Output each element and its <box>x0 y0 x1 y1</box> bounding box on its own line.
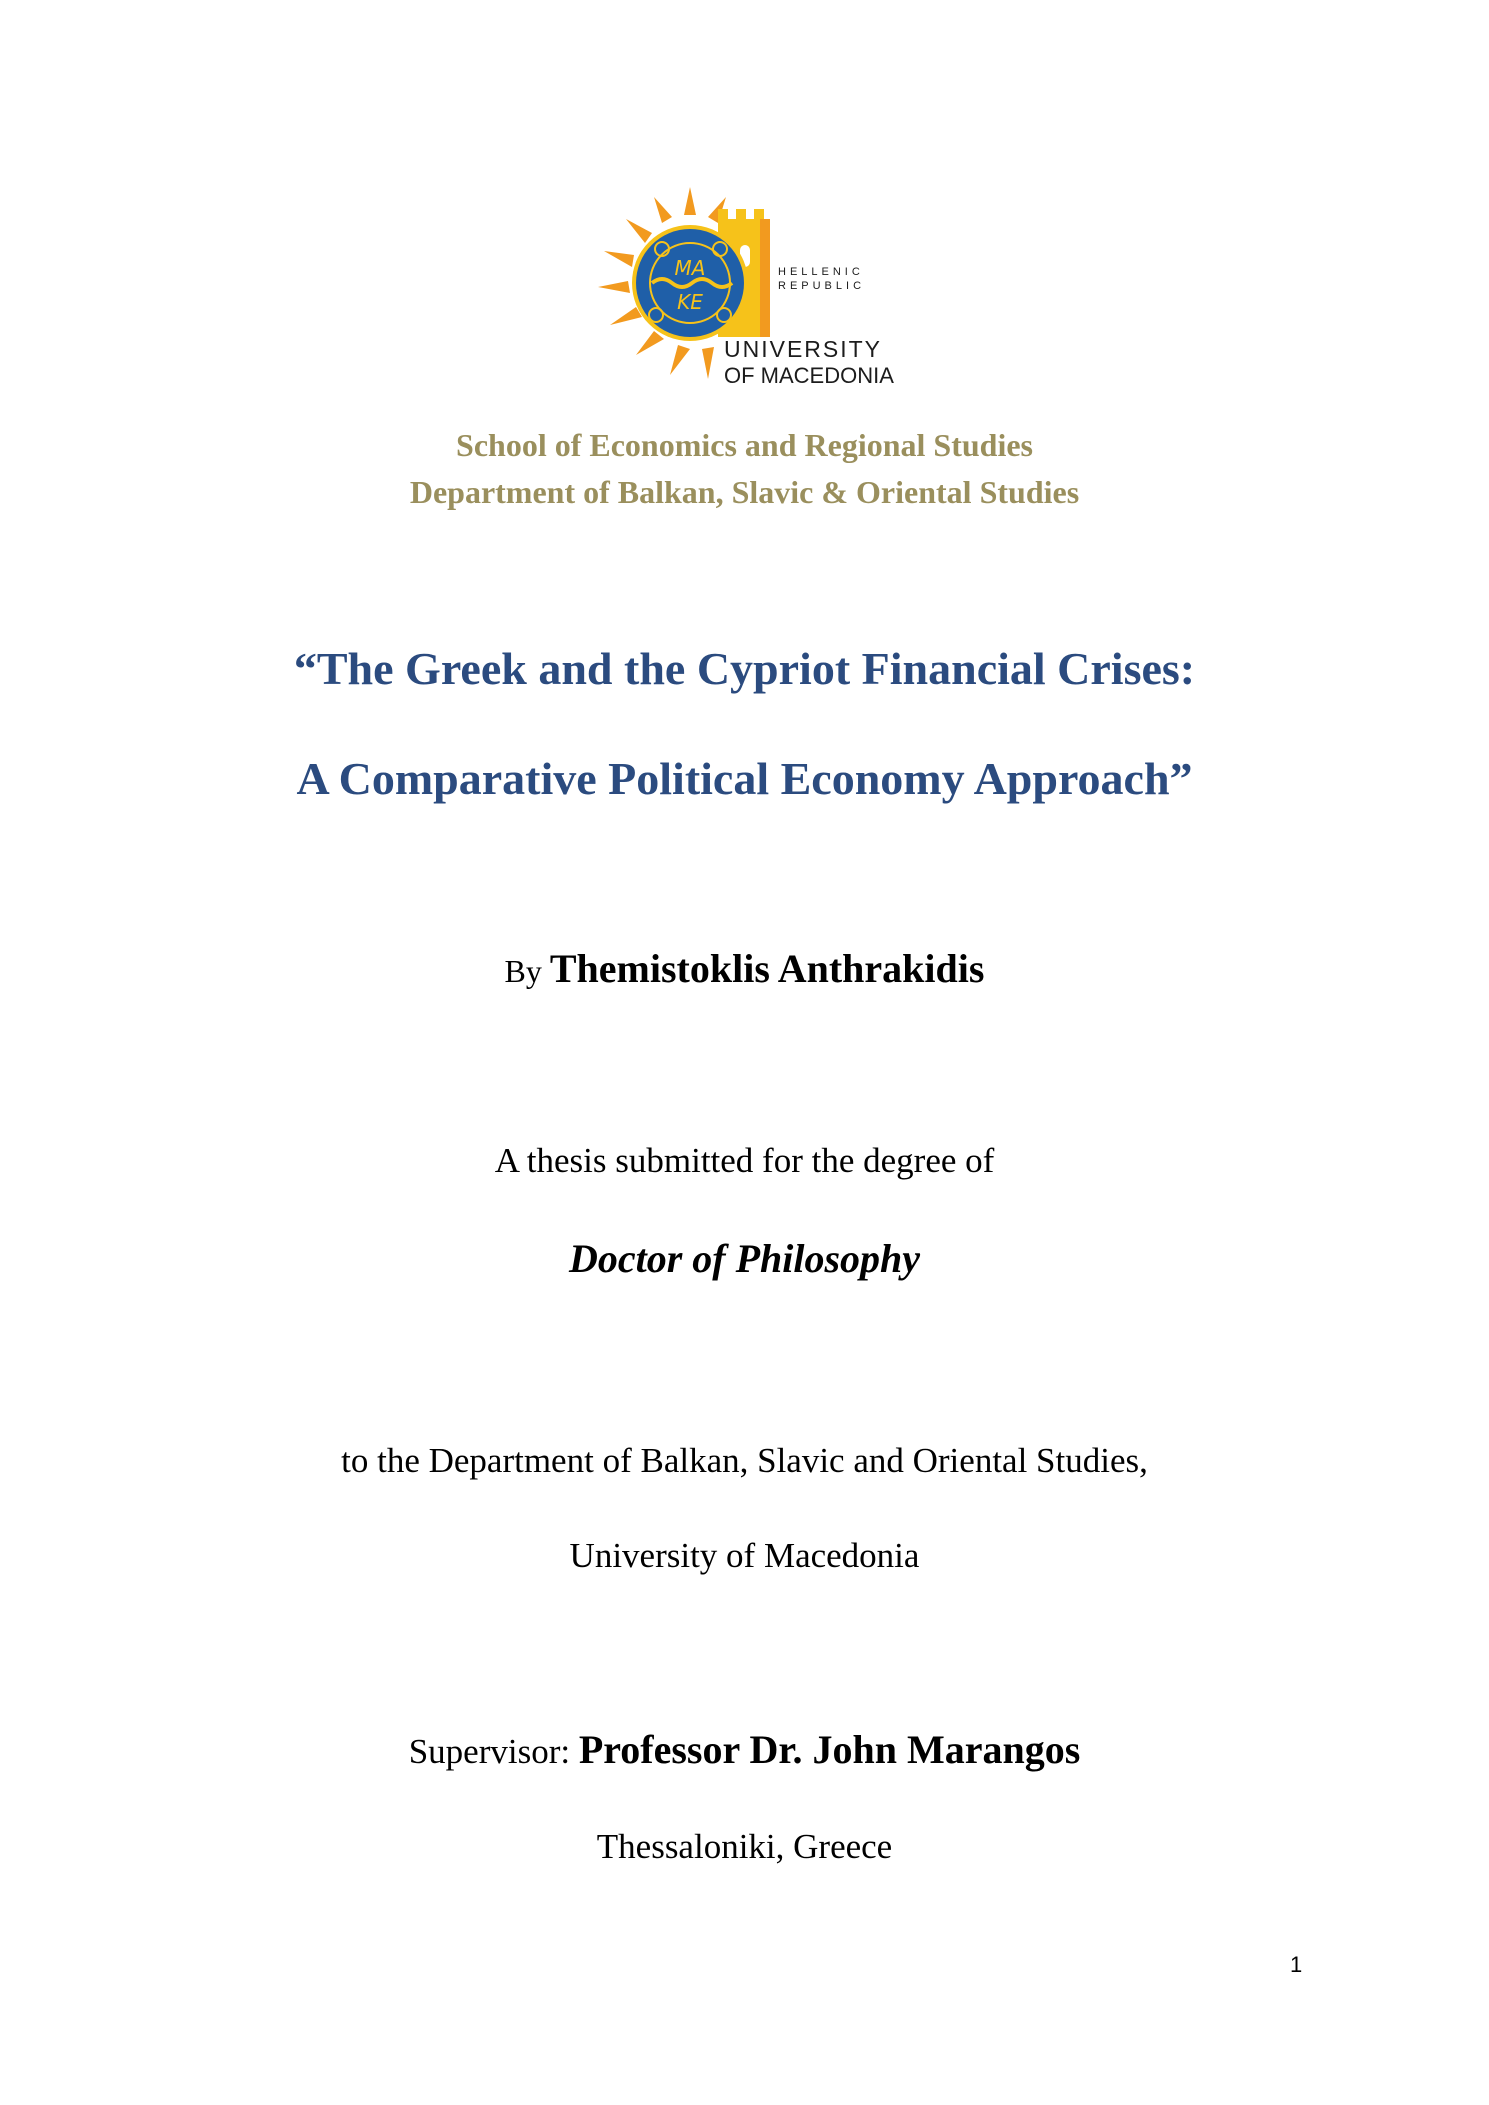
degree-intro: A thesis submitted for the degree of <box>494 1141 995 1180</box>
author-line <box>0 945 1489 992</box>
page-number: 1 <box>1290 1952 1303 1977</box>
department-name: Department of Balkan, Slavic & Oriental Studies <box>409 474 1080 510</box>
seal-text-bottom: KE <box>677 290 703 314</box>
seal-icon <box>632 225 748 341</box>
thesis-title-line2: A Comparative Political Economy Approach” <box>296 753 1193 804</box>
submission-line2: University of Macedonia <box>569 1536 920 1575</box>
logo-country-line2: REPUBLIC <box>778 280 866 292</box>
thesis-title-line1: “The Greek and the Cypriot Financial Crises: <box>293 643 1196 694</box>
author-name: Themistoklis Anthrakidis <box>549 946 985 991</box>
seal-text-top: MA <box>674 256 706 280</box>
degree-name: Doctor of Philosophy <box>568 1236 921 1281</box>
supervisor-name: Professor Dr. John Marangos <box>578 1727 1081 1772</box>
university-of-macedonia-logo <box>590 185 900 395</box>
school-name: School of Economics and Regional Studies <box>456 427 1033 463</box>
submission-line1: to the Department of Balkan, Slavic and Oriental Studies, <box>341 1441 1148 1480</box>
location: Thessaloniki, Greece <box>596 1827 893 1866</box>
logo-country-line1: HELLENIC <box>778 266 864 278</box>
author-prefix: By <box>504 953 542 989</box>
supervisor-label: Supervisor: <box>408 1732 571 1771</box>
logo-name-line2: OF MACEDONIA <box>724 363 894 388</box>
supervisor-line <box>0 1726 1489 1773</box>
logo-name-line1: UNIVERSITY <box>724 336 883 362</box>
